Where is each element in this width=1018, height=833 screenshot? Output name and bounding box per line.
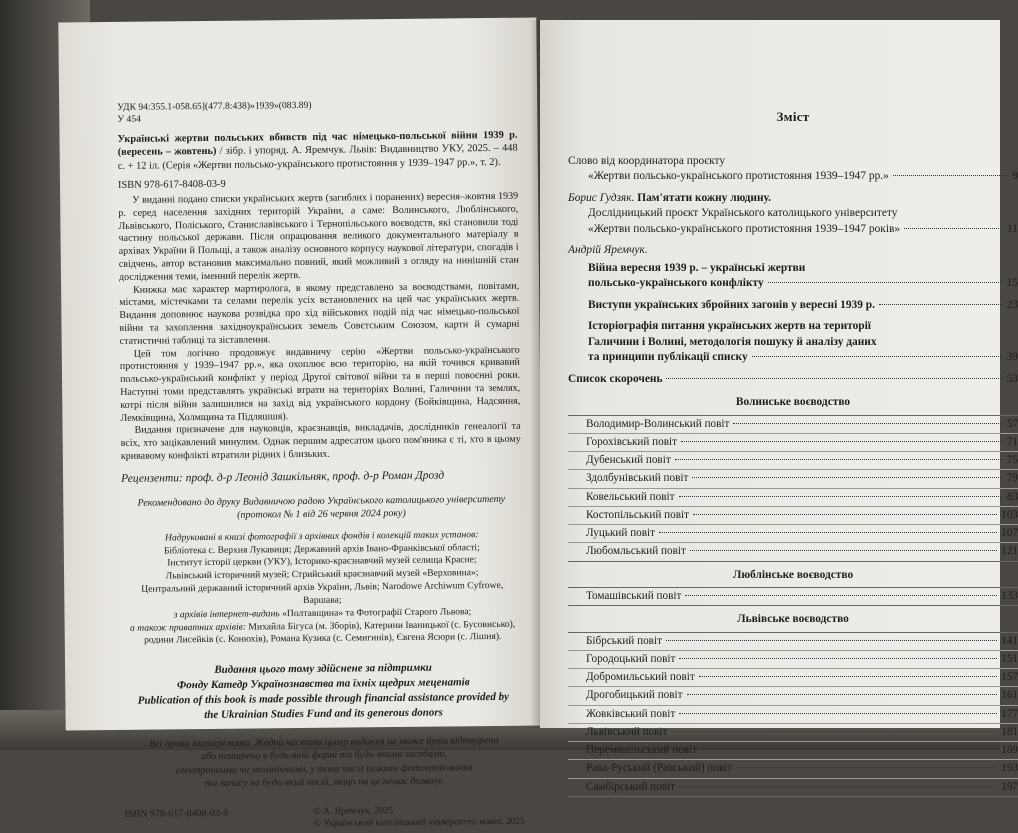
toc-entry-text: та принципи публікації списку xyxy=(588,351,748,364)
district-name: Городоцький повіт xyxy=(586,653,676,666)
rights-line: електронними чи механічними, у тому числі шляхом фотокопіювання xyxy=(175,761,473,776)
toc-leader xyxy=(701,749,997,750)
toc-entry-line: Слово від координатора проєкту xyxy=(568,154,726,167)
toc-leader xyxy=(699,676,997,677)
toc-author: Борис Гудзяк. xyxy=(568,191,635,204)
toc-entry-text: Виступи українських збройних загонів у вересні 1939 р. xyxy=(588,298,875,311)
toc-page-number: 161 xyxy=(1001,689,1018,702)
region-heading: Люблінське воєводство xyxy=(732,568,854,581)
district-row xyxy=(568,489,1018,507)
recommendation-note: Рекомендовано до друку Видавничою радою Українського католицького університету (протокол № 1 від 26 червня 2024 року) xyxy=(137,493,506,521)
toc-page-number: 121 xyxy=(1001,545,1018,558)
toc-entry-line: Історіографія питання українських жертв на території xyxy=(588,320,871,333)
toc-entry-heading: Пам'ятати кожну людину. xyxy=(634,191,771,204)
toc-page-number: 193 xyxy=(1001,762,1018,775)
toc-entry-abbreviations xyxy=(568,372,1018,388)
imprint-footer xyxy=(125,803,525,832)
toc-page-number: 181 xyxy=(1001,725,1018,738)
district-name: Добромильський повіт xyxy=(586,671,695,684)
toc-entry-line: Війна вересня 1939 р. – українські жертви xyxy=(588,261,806,274)
district-row xyxy=(568,706,1018,724)
rights-line: Всі права застережено. Жодна частина цього видання не може бути відтворена xyxy=(149,734,499,750)
district-name: Бібрський повіт xyxy=(586,634,662,647)
toc-entry-line: Дослідницький проєкт Українського католицького університету xyxy=(588,207,898,220)
toc-page-number: 177 xyxy=(1001,707,1018,720)
udk-code: УДК 94:355.1-058.65](477.8:438)»1939»(083.89) xyxy=(117,99,312,113)
district-row xyxy=(568,742,1018,760)
toc-page-number: 15 xyxy=(1006,277,1018,290)
toc-page-number: 83 xyxy=(1006,490,1018,503)
district-row xyxy=(568,525,1018,543)
toc-entry-line: Галичини і Волині, методологія пошуку й аналізу даних xyxy=(588,335,877,348)
toc-entry-gudziak xyxy=(568,191,1018,238)
toc-page-number: 71 xyxy=(1006,435,1018,448)
toc-entry-text: польсько-українського конфлікту xyxy=(588,277,764,290)
district-row xyxy=(568,724,1018,742)
toc-leader xyxy=(736,767,997,768)
toc-page-number: 23 xyxy=(1006,298,1018,311)
district-name: Рава-Руський (Равський) повіт xyxy=(586,762,733,775)
photo-source-line: Бібліотека с. Верхня Лукавиця; Державний архів Івано-Франківської області; xyxy=(163,541,480,556)
annotation xyxy=(118,191,521,464)
photo-sources xyxy=(122,528,523,648)
toc-entry-war-1939 xyxy=(568,261,1018,292)
district-name: Дубенський повіт xyxy=(586,454,671,467)
toc-page-number: 107 xyxy=(1001,527,1018,540)
photo-source-line: Львівський історичний музей; Стрийський краєзнавчий музей «Верховина»; xyxy=(165,567,479,582)
annotation-paragraph: Видання призначене для науковців, краєзнавців, викладачів, дослідників генеалогії та всіх, хто зацікавлений минулим. Однак першим адресатом цього пом'яника є ті, хто в цьому кривавому конфлікті втратили рідних і близьких. xyxy=(120,421,521,462)
toc-page-number: 157 xyxy=(1001,671,1018,684)
toc-leader xyxy=(752,356,1003,357)
funding-note xyxy=(123,660,524,724)
district-row xyxy=(568,452,1018,470)
photo-web-intro: з архівів інтернет-видань xyxy=(173,607,280,621)
photo-private-line: Михайла Бігуса (м. Зборів), Катерини Іваницької (с. Бусовисько), xyxy=(245,618,516,633)
funding-line: Фонду Катедр Українознавства та їхніх щедрих меценатів xyxy=(176,676,470,692)
toc-page-number: 151 xyxy=(1001,653,1018,666)
district-row xyxy=(568,687,1018,705)
annotation-paragraph: У виданні подано списки українських жертв (загиблих і поранених) вересня–жовтня 1939 р. серед населення західних територій України, а саме: Волинського, Люблінського, Львівського, Поліського, Станиславівського і Тернопільського воєводств, які становили тоді частину польської держави. Після опрацювання великого документального матеріалу в архівах України й Польщі, а також аналізу основного корпусу наукової літератури, спогадів і свідчень, автор встановив максимально повний, який можливий з огляду на нинішній стан дослідження теми, іменний перелік жертв. xyxy=(118,190,519,283)
toc-leader xyxy=(659,532,997,533)
toc-leader xyxy=(904,228,1003,229)
photo-source-line: Центральний державний історичний архів України, Львів; Narodowe Archiwum Cyfrowe, Варшава; xyxy=(141,579,504,606)
toc-entry-lead xyxy=(568,350,1018,366)
right-page xyxy=(540,20,1018,793)
toc-page-number: 75 xyxy=(1006,454,1018,467)
toc-entry-text: «Жертви польсько-українського протистояння 1939–1947 років» xyxy=(588,222,901,235)
toc-leader xyxy=(666,378,1002,379)
toc-leader xyxy=(679,713,997,714)
district-name: Томашівський повіт xyxy=(586,590,682,603)
toc-leader xyxy=(768,282,1003,283)
annotation-paragraph: Книжка має характер мартиролога, в якому представлено за воєводствами, повітами, містами, містечками та селами перелік усіх встановлених на цей час українських жертв. Видання доповнює наукова розвідка про хід військових подій під час німецько-польської війни та захоплення західноукраїнських земель Совєтським Союзом, карти й сумарні статистичні таблиці та зіставлення. xyxy=(119,280,520,347)
copyright-line: © Український католицький університет, макет, 2025 xyxy=(313,816,525,829)
toc-entry-text: «Жертви польсько-українського протистояння 1939–1947 рр.» xyxy=(588,170,889,183)
toc-leader xyxy=(692,477,1002,478)
toc-leader xyxy=(879,304,1003,305)
table-of-contents xyxy=(568,108,1018,803)
reviewers: Рецензенти: проф. д-р Леонід Зашкільняк, проф. д-р Роман Дрозд xyxy=(121,469,445,485)
photo-private-intro: а також приватних архівів: xyxy=(129,621,247,634)
copyright xyxy=(314,803,525,830)
toc-page-number: 79 xyxy=(1006,472,1018,485)
library-index: У 454 xyxy=(117,114,141,126)
photo-private-line: родини Лисейків (с. Конюхів), Романа Кузика (с. Семигинів), Євгена Ясюри (с. Лішня). xyxy=(144,631,502,647)
district-row xyxy=(568,760,1018,778)
toc-entry-historiography xyxy=(568,319,1018,366)
isbn-top: ISBN 978-617-8408-03-9 xyxy=(117,179,226,192)
district-name: Львівський повіт xyxy=(586,725,668,738)
district-name: Костопільський повіт xyxy=(586,508,689,521)
toc-leader xyxy=(671,731,997,732)
toc-leader xyxy=(679,658,997,659)
district-row xyxy=(568,651,1018,669)
district-name: Ковельський повіт xyxy=(586,490,675,503)
annotation-paragraph: Цей том логічно продовжує видавничу серію «Жертви польсько-українського протистояння у 1939–1947 рр.», яка охоплює всю територію, на якій точився кривавий польсько-український конфлікт у період Другої світової війни та в перші повоєнні роки. Наступні томи представлять українські втрати на територіях Волині, Галичини та землях, котрі після війни залишилися на захід від українського кордону (Бойківщина, Надсяння, Лемківщина, Холмщина та Підляшшя). xyxy=(119,344,521,424)
district-list xyxy=(568,415,1018,562)
toc-page-number: 141 xyxy=(1001,634,1018,647)
toc-leader xyxy=(679,786,997,787)
toc-entry-lead xyxy=(568,298,1018,314)
toc-leader xyxy=(666,640,997,641)
photo-source-line: Інститут історії церкви (УКУ), Історико-краєзнавчий музей селища Красне; xyxy=(167,554,477,569)
region-heading: Львівське воєводство xyxy=(737,613,849,626)
toc-entry-coordinator xyxy=(568,154,1018,185)
district-name: Горохівський повіт xyxy=(586,435,678,448)
toc-page-number: 57 xyxy=(1006,417,1018,430)
toc-entry-armed-units xyxy=(568,298,1018,314)
toc-entry-lead xyxy=(568,372,1018,388)
publication-details: / зібр. і упоряд. А. Яремчук. Львів: Видавництво УКУ, 2025. – 448 с. + 12 іл. (Серія «Жертви польсько-українського протистояння у 1939–1947 рр.», т. 2). xyxy=(117,143,518,172)
district-name: Жовківський повіт xyxy=(586,707,676,720)
toc-entry-lead xyxy=(568,276,1018,292)
toc-leader xyxy=(679,496,1003,497)
toc-entry-author xyxy=(568,243,1018,259)
district-row xyxy=(568,779,1018,796)
toc-leader xyxy=(690,550,997,551)
toc-title: Зміст xyxy=(776,109,810,124)
district-row xyxy=(568,588,1018,605)
district-row xyxy=(568,470,1018,488)
rights-line: або поширена в будь-якій формі та будь-якими засобами, xyxy=(201,748,447,763)
rights-line: та запису на будь-який носій, якщо на це немає дозволу. xyxy=(204,775,444,790)
toc-page-number: 189 xyxy=(1001,744,1018,757)
book-title: Українські жертви польських вбивств під час німецько-польської війни 1939 р. (вересень – жовтень) xyxy=(117,129,518,159)
copyright-line: © А. Яремчук, 2025 xyxy=(313,805,394,817)
toc-leader xyxy=(733,423,1002,424)
toc-leader xyxy=(687,694,998,695)
toc-page-number: 197 xyxy=(1001,780,1018,793)
district-row xyxy=(568,543,1018,560)
toc-page-number: 103 xyxy=(1001,508,1018,521)
toc-page-number: 39 xyxy=(1006,351,1018,364)
district-name: Луцький повіт xyxy=(586,527,656,540)
district-name: Самбірський повіт xyxy=(586,780,676,793)
funding-line: the Ukrainian Studies Fund and its generous donors xyxy=(204,706,443,721)
toc-entry-lead xyxy=(568,222,1018,238)
isbn-bottom: ISBN 978-617-8408-03-9 xyxy=(124,807,229,820)
district-row xyxy=(568,633,1018,651)
toc-page-number: 133 xyxy=(1001,590,1018,603)
funding-line: Видання цього тому здійснене за підтримки xyxy=(214,661,432,677)
district-name: Володимир-Волинський повіт xyxy=(586,417,730,430)
funding-line: Publication of this book is made possible through financial assistance provided by xyxy=(137,690,510,707)
left-page xyxy=(58,18,543,829)
photo-web-list: «Полтавщина» та Фотографії Старого Львова; xyxy=(279,605,472,619)
toc-leader xyxy=(681,441,1003,442)
toc-leader xyxy=(893,175,1008,176)
toc-page-number: 11 xyxy=(1007,222,1018,235)
district-row xyxy=(568,669,1018,687)
bibliographic-record xyxy=(117,129,517,174)
toc-entry-text: Список скорочень xyxy=(568,372,663,385)
district-row xyxy=(568,507,1018,525)
district-row xyxy=(568,434,1018,452)
toc-entry-line xyxy=(568,191,1018,207)
district-list xyxy=(568,632,1018,797)
district-name: Здолбунівський повіт xyxy=(586,472,689,485)
toc-page-number: 53 xyxy=(1006,372,1018,385)
toc-page-number: 9 xyxy=(1012,170,1018,183)
region-heading: Волинське воєводство xyxy=(735,396,851,409)
district-name: Любомльський повіт xyxy=(586,545,686,558)
toc-leader xyxy=(675,459,1003,460)
district-row xyxy=(568,416,1018,434)
toc-leader xyxy=(685,595,997,596)
district-name: Дрогобицький повіт xyxy=(586,689,683,702)
district-name: Перемишльський повіт xyxy=(586,744,698,757)
district-list xyxy=(568,587,1018,606)
rights-notice xyxy=(124,733,525,791)
photo-sources-intro: Надруковані в книзі фотографії з архівних фондів і колекцій таких установ: xyxy=(164,528,479,544)
toc-leader xyxy=(693,514,997,515)
toc-entry-lead xyxy=(568,169,1018,185)
imprint xyxy=(117,98,525,832)
toc-author: Андрій Яремчук. xyxy=(568,244,648,257)
